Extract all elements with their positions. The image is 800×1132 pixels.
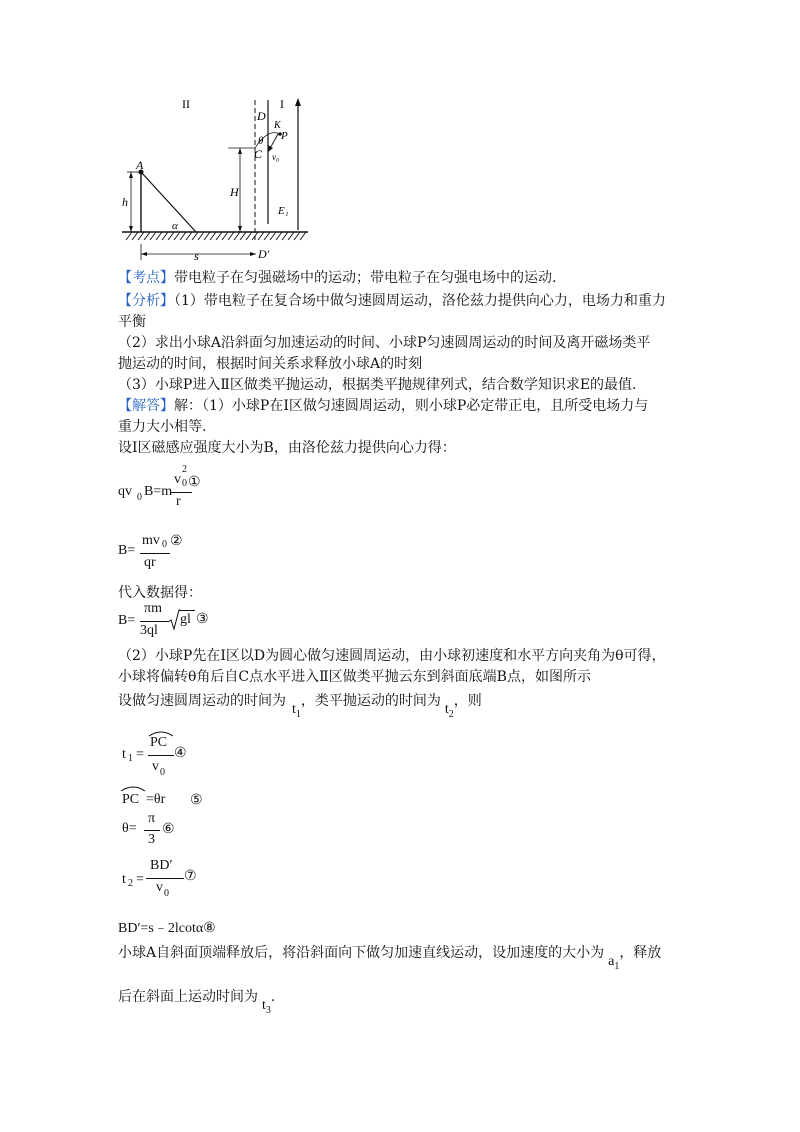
eq5-tag: ⑤ bbox=[190, 793, 203, 808]
fenxi-tag: 【分析】 bbox=[118, 293, 174, 309]
equation-1 bbox=[118, 464, 318, 522]
label-d-prime: D′ bbox=[258, 247, 270, 261]
t2-symbol: t bbox=[444, 702, 449, 717]
jieda-line4: 代入数据得： bbox=[118, 585, 202, 601]
eq4-lhs: t bbox=[122, 747, 126, 762]
fenxi-line1 bbox=[118, 290, 666, 310]
eq7-num: BD′ bbox=[150, 858, 173, 873]
eq2-num: mv bbox=[142, 533, 160, 548]
eq5-arc: PC bbox=[122, 792, 140, 807]
fenxi-text-1: （1）带电粒子在复合场中做匀速圆周运动，洛伦兹力提供向心力，电场力和重力 bbox=[174, 293, 666, 309]
label-s: s bbox=[194, 249, 199, 263]
equation-3 bbox=[118, 601, 318, 641]
label-theta: θ bbox=[258, 135, 264, 147]
t2-sub: 2 bbox=[448, 709, 454, 720]
eq3-tag: ③ bbox=[196, 612, 209, 627]
equation-5 bbox=[118, 786, 318, 812]
label-p: P bbox=[281, 130, 288, 142]
eq4-den-sub: 0 bbox=[160, 767, 165, 778]
eq1-num: v bbox=[174, 472, 181, 487]
equation-2 bbox=[118, 533, 318, 573]
t3-sub: 3 bbox=[265, 1005, 271, 1016]
eq6-fraction-bar bbox=[144, 830, 160, 831]
jieda-line2: 重力大小相等. bbox=[118, 419, 207, 435]
equation-7 bbox=[118, 858, 318, 908]
t1-symbol: t bbox=[292, 702, 296, 717]
label-e1: E₁ bbox=[278, 205, 289, 217]
t3-symbol: t bbox=[262, 998, 266, 1013]
eq4-den: v bbox=[152, 759, 159, 774]
eq7-tag: ⑦ bbox=[184, 869, 197, 884]
fenxi-line5: （3）小球P进入Ⅱ区做类平抛运动，根据类平抛规律列式，结合数学知识求E的最值. bbox=[118, 377, 637, 393]
eq6-lhs: θ= bbox=[122, 821, 137, 836]
eq1-mid: B=m bbox=[144, 484, 173, 499]
line8-text-a: 小球A自斜面顶端释放后，将沿斜面向下做匀加速直线运动，设加速度的大小为 bbox=[118, 945, 605, 961]
physics-diagram bbox=[118, 92, 318, 267]
label-v0: v₀ bbox=[272, 152, 280, 162]
line9-text-b: . bbox=[270, 989, 276, 1005]
kaodian-line bbox=[118, 267, 556, 287]
jieda-line1 bbox=[118, 395, 648, 415]
eq1-num-sup: 2 bbox=[182, 464, 187, 475]
fenxi-line3: （2）求出小球A沿斜面匀加速运动的时间、小球P匀速圆周运动的时间及离开磁场类平 bbox=[118, 335, 651, 351]
fenxi-line2: 平衡 bbox=[118, 314, 146, 330]
eq3-lhs: B= bbox=[118, 613, 136, 628]
fenxi-line4: 抛运动的时间，根据时间关系求释放小球A的时刻 bbox=[118, 356, 423, 372]
a1-sub: 1 bbox=[614, 961, 620, 972]
equation-6 bbox=[118, 811, 318, 851]
eq7-eq: = bbox=[136, 872, 144, 887]
eq1-num-sub: 0 bbox=[182, 478, 187, 489]
line7-text-b: ，类平抛运动的时间为 bbox=[300, 693, 441, 709]
eq4-num: PC bbox=[150, 735, 168, 750]
sqrt-overline bbox=[179, 610, 195, 611]
eq7-fraction-bar bbox=[146, 878, 184, 879]
eq6-num: π bbox=[148, 811, 156, 826]
eq2-tag: ② bbox=[170, 534, 183, 549]
label-big-h: H bbox=[230, 185, 239, 199]
eq3-radicand: gl bbox=[180, 612, 191, 627]
label-h: h bbox=[122, 195, 128, 209]
eq1-tag: ① bbox=[188, 475, 201, 490]
eq1-fraction-bar bbox=[170, 492, 192, 493]
eq1-sub: 0 bbox=[137, 492, 142, 503]
eq2-den: qr bbox=[144, 555, 156, 570]
eq3-den: 3ql bbox=[140, 623, 158, 638]
line8-text-b: ，释放 bbox=[619, 945, 662, 961]
eq1-den: r bbox=[176, 494, 181, 509]
jieda-line7 bbox=[118, 690, 482, 720]
eq3-fraction-bar bbox=[140, 621, 168, 622]
jieda-text-1: 解：（1）小球P在Ⅰ区做匀速圆周运动，则小球P必定带正电，且所受电场力与 bbox=[174, 398, 649, 414]
jieda-line6: 小球将偏转θ角后自C点水平进入Ⅱ区做类平抛云东到斜面底端B点，如图所示 bbox=[118, 669, 591, 685]
eq2-fraction-bar bbox=[140, 553, 170, 554]
eq4-sub: 1 bbox=[128, 753, 133, 764]
eq7-sub: 2 bbox=[128, 878, 133, 889]
sqrt-sign bbox=[168, 609, 180, 631]
line7-text-c: ，则 bbox=[453, 693, 482, 709]
eq7-den-sub: 0 bbox=[164, 888, 169, 899]
eq2-num-sub: 0 bbox=[162, 539, 167, 550]
eq4-tag: ④ bbox=[174, 746, 187, 761]
equation-4 bbox=[118, 731, 318, 781]
jieda-line5: （2）小球P先在Ⅰ区以D为圆心做匀速圆周运动，由小球初速度和水平方向夹角为θ可得， bbox=[118, 648, 666, 664]
eq7-lhs: t bbox=[122, 872, 126, 887]
kaodian-tag: 【考点】 bbox=[118, 270, 174, 286]
equation-8: BD′=s﹣2lcotα⑧ bbox=[118, 921, 216, 936]
eq6-den: 3 bbox=[148, 832, 155, 847]
label-k: K bbox=[274, 120, 281, 131]
eq1-lhs: qv bbox=[118, 484, 132, 499]
eq6-tag: ⑥ bbox=[162, 822, 175, 837]
region-ii-label: II bbox=[182, 97, 190, 111]
jieda-line3: 设Ⅰ区磁感应强度大小为B，由洛伦兹力提供向心力得： bbox=[118, 440, 456, 456]
eq4-fraction-bar bbox=[148, 755, 174, 756]
eq7-den: v bbox=[156, 880, 163, 895]
label-alpha: α bbox=[172, 220, 178, 232]
region-i-label: I bbox=[280, 97, 284, 111]
eq5-rhs: =θr bbox=[146, 792, 166, 807]
line9-text-a: 后在斜面上运动时间为 bbox=[118, 989, 258, 1005]
eq3-num: πm bbox=[144, 601, 162, 616]
a1-symbol: a bbox=[608, 954, 615, 969]
jieda-line9 bbox=[118, 986, 276, 1016]
label-d: D bbox=[257, 109, 266, 123]
t1-sub: 1 bbox=[295, 709, 301, 720]
eq4-eq: = bbox=[136, 747, 144, 762]
kaodian-text: 带电粒子在匀强磁场中的运动；带电粒子在匀强电场中的运动. bbox=[174, 270, 557, 286]
eq2-lhs: B= bbox=[118, 543, 136, 558]
jieda-tag: 【解答】 bbox=[118, 398, 174, 414]
line7-text-a: 设做匀速圆周运动的时间为 bbox=[118, 693, 286, 709]
label-c: C bbox=[254, 147, 263, 161]
label-a: A bbox=[136, 158, 144, 172]
jieda-line8 bbox=[118, 942, 662, 972]
